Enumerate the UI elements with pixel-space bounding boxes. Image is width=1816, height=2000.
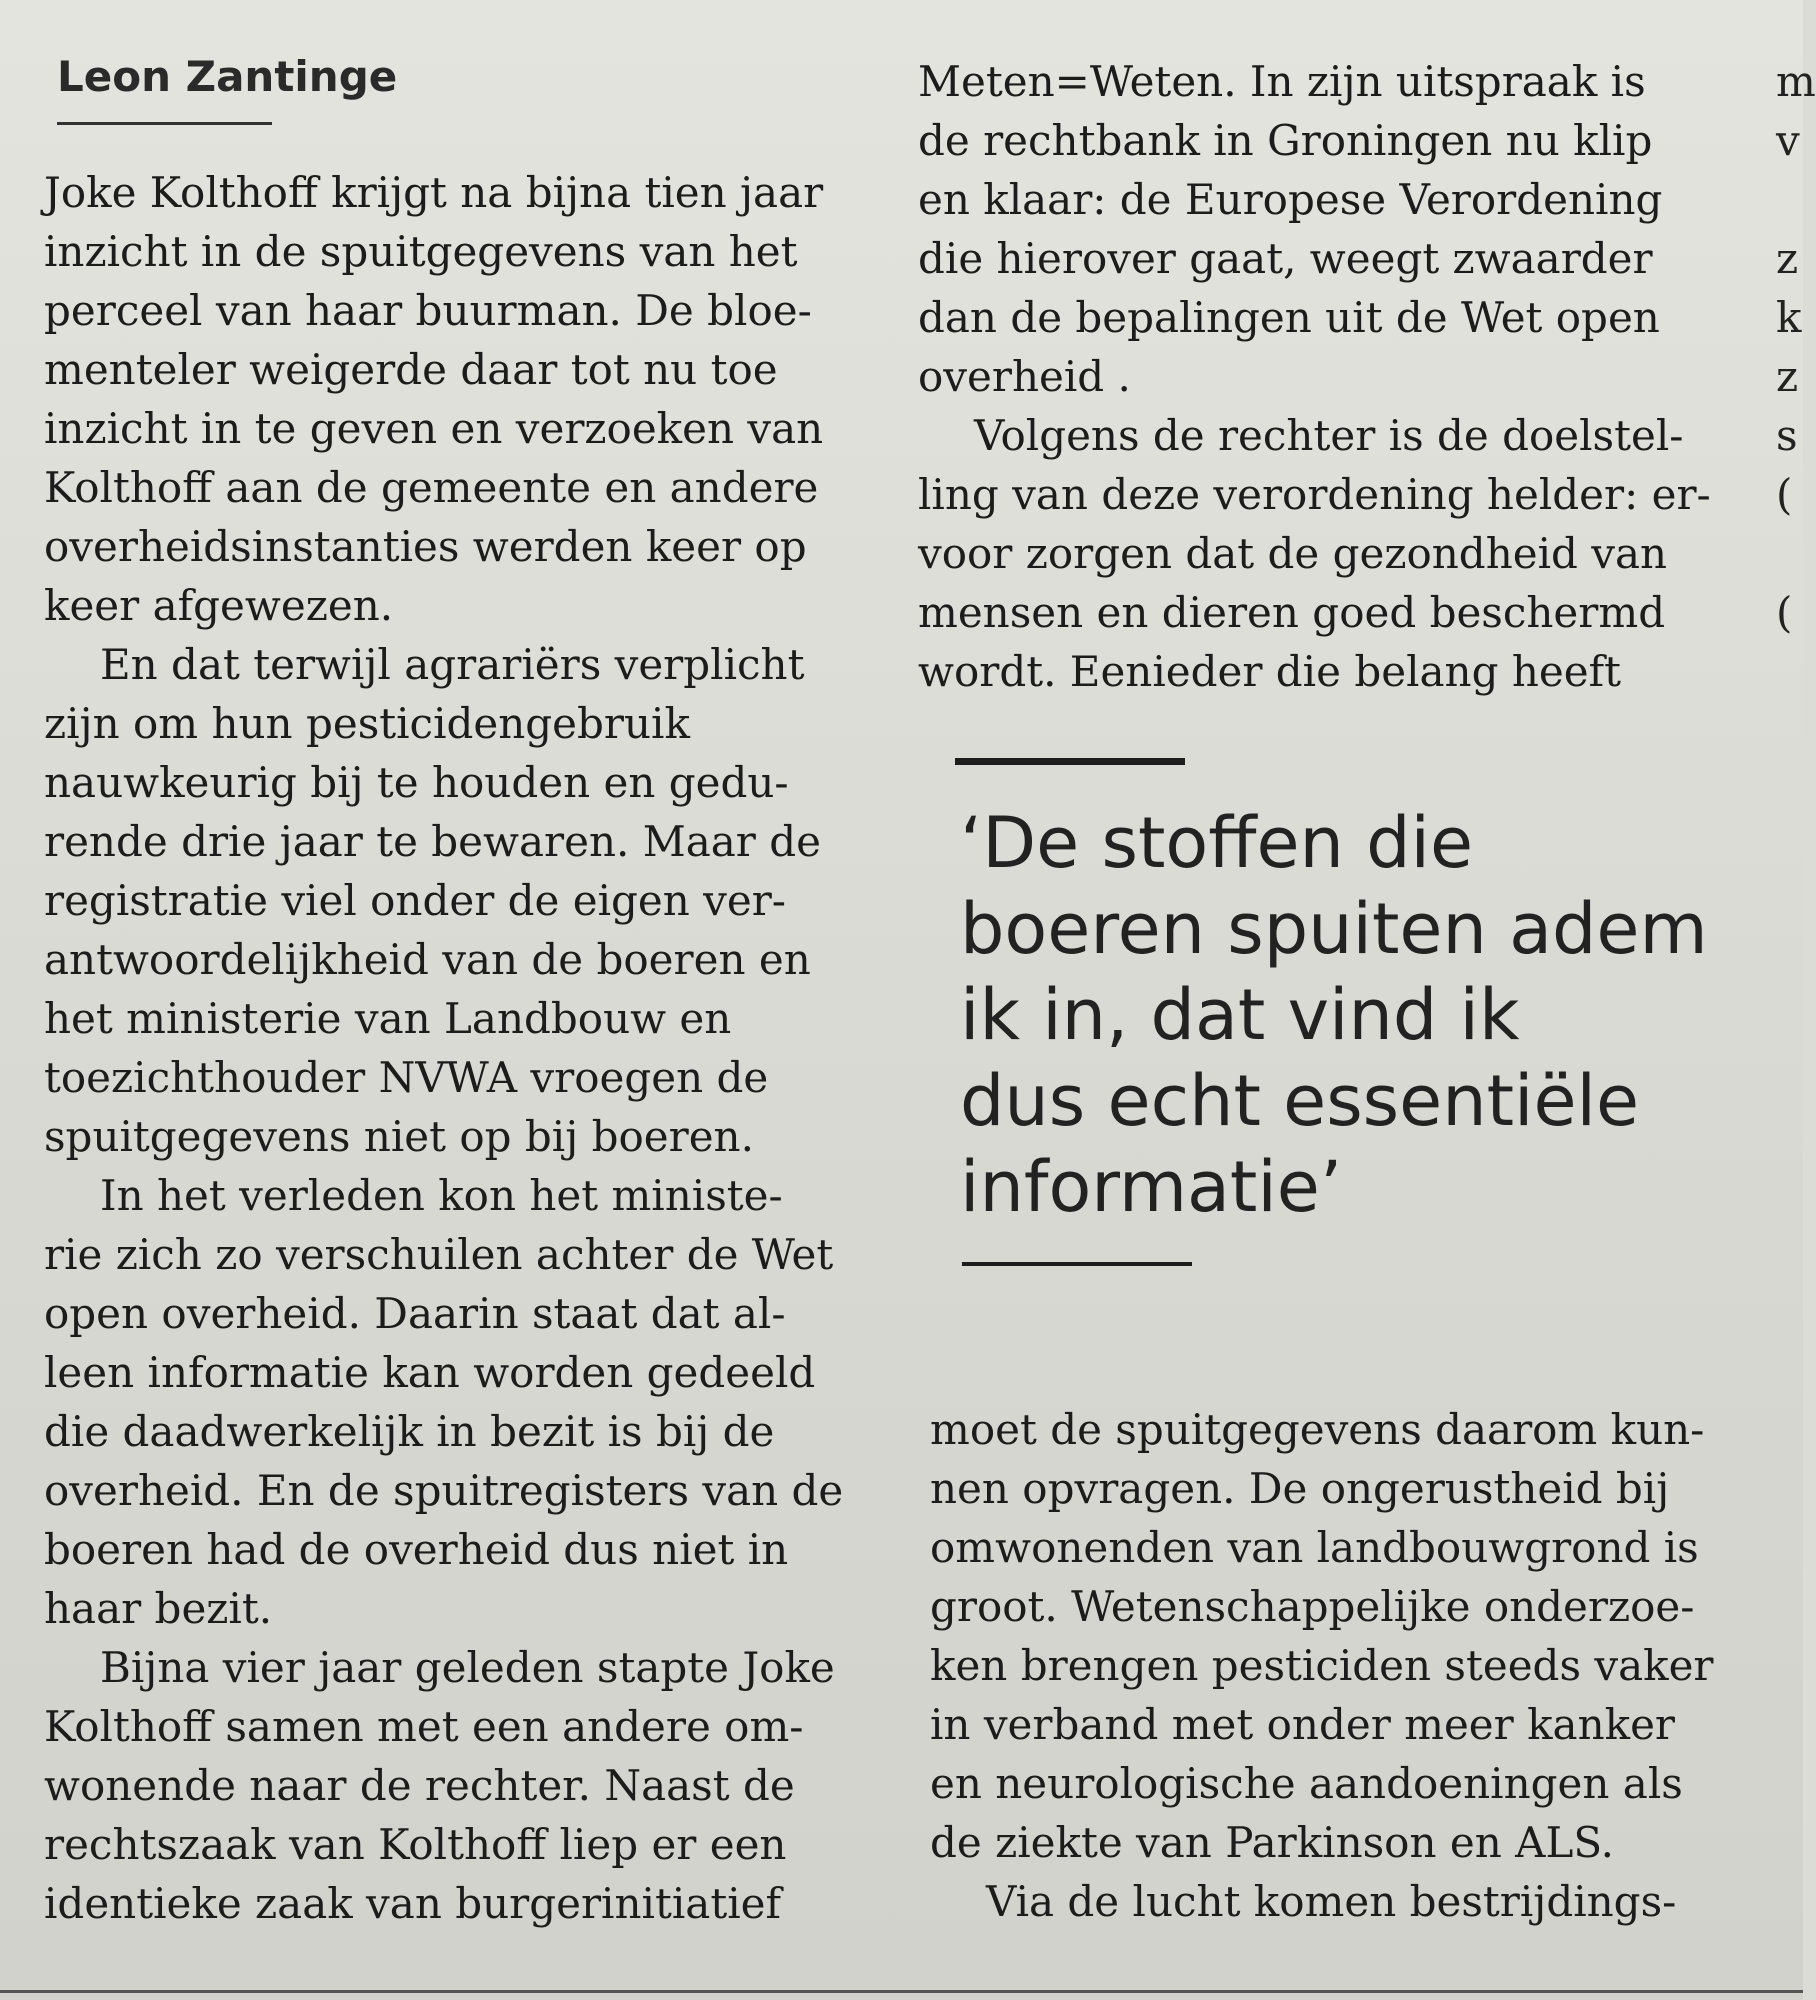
pull-quote-line: ‘De stoffen die bbox=[960, 802, 1474, 884]
text-line: antwoordelijkheid van de boeren en bbox=[44, 935, 811, 984]
text-line: Kolthoff aan de gemeente en andere bbox=[44, 463, 819, 512]
byline: Leon Zantinge bbox=[57, 52, 398, 101]
edge-letter: ( bbox=[1776, 470, 1793, 519]
text-line: overheidsinstanties werden keer op bbox=[44, 522, 807, 571]
text-line: menteler weigerde daar tot nu toe bbox=[44, 345, 778, 394]
article-column-left bbox=[44, 163, 864, 1933]
text-line: perceel van haar buurman. De bloe- bbox=[44, 286, 812, 335]
edge-letter: v bbox=[1776, 116, 1800, 165]
edge-letter: z bbox=[1776, 352, 1799, 401]
text-line: open overheid. Daarin staat dat al- bbox=[44, 1289, 786, 1338]
adjacent-column-fragment bbox=[1776, 52, 1816, 642]
text-line: Joke Kolthoff krijgt na bijna tien jaar bbox=[44, 168, 824, 217]
text-line: overheid . bbox=[918, 352, 1131, 401]
text-line: Via de lucht komen bestrijdings- bbox=[986, 1877, 1677, 1926]
byline-rule bbox=[57, 122, 272, 125]
edge-letter bbox=[1776, 524, 1803, 583]
text-line: wordt. Eenieder die belang heeft bbox=[918, 647, 1622, 696]
text-line: moet de spuitgegevens daarom kun- bbox=[930, 1405, 1705, 1454]
text-line: keer afgewezen. bbox=[44, 581, 394, 630]
text-line: En dat terwijl agrariërs verplicht bbox=[100, 640, 805, 689]
text-line: haar bezit. bbox=[44, 1584, 273, 1633]
bottom-rule bbox=[0, 1990, 1803, 1993]
pull-quote-rule-top bbox=[955, 758, 1185, 765]
text-line: ken brengen pesticiden steeds vaker bbox=[930, 1641, 1714, 1690]
text-line: Volgens de rechter is de doelstel- bbox=[974, 411, 1684, 460]
text-line: inzicht in de spuitgegevens van het bbox=[44, 227, 798, 276]
text-line: groot. Wetenschappelijke onderzoe- bbox=[930, 1582, 1695, 1631]
text-line: in verband met onder meer kanker bbox=[930, 1700, 1676, 1749]
text-line: Kolthoff samen met een andere om- bbox=[44, 1702, 804, 1751]
pull-quote-line: informatie’ bbox=[960, 1146, 1343, 1228]
text-line: dan de bepalingen uit de Wet open bbox=[918, 293, 1660, 342]
text-line: het ministerie van Landbouw en bbox=[44, 994, 732, 1043]
text-line: nauwkeurig bij te houden en gedu- bbox=[44, 758, 789, 807]
text-line: rie zich zo verschuilen achter de Wet bbox=[44, 1230, 834, 1279]
text-line: registratie viel onder de eigen ver- bbox=[44, 876, 786, 925]
pull-quote-line: boeren spuiten adem bbox=[960, 888, 1708, 970]
text-line: identieke zaak van burgerinitiatief bbox=[44, 1879, 782, 1928]
edge-letter: k bbox=[1776, 293, 1802, 342]
text-line: inzicht in te geven en verzoeken van bbox=[44, 404, 824, 453]
edge-letter bbox=[1776, 170, 1803, 229]
text-line: nen opvragen. De ongerustheid bij bbox=[930, 1464, 1670, 1513]
text-line: wonende naar de rechter. Naast de bbox=[44, 1761, 795, 1810]
edge-letter: z bbox=[1776, 234, 1799, 283]
text-line: zijn om hun pesticidengebruik bbox=[44, 699, 690, 748]
text-line: mensen en dieren goed beschermd bbox=[918, 588, 1666, 637]
pull-quote-line: ik in, dat vind ik bbox=[960, 974, 1520, 1056]
text-line: en neurologische aandoeningen als bbox=[930, 1759, 1683, 1808]
pull-quote-line: dus echt essentiële bbox=[960, 1060, 1640, 1142]
edge-letter: m bbox=[1776, 57, 1816, 106]
text-line: rende drie jaar te bewaren. Maar de bbox=[44, 817, 821, 866]
edge-letter: s bbox=[1776, 411, 1798, 460]
text-line: Bijna vier jaar geleden stapte Joke bbox=[100, 1643, 835, 1692]
edge-letter: ( bbox=[1776, 588, 1793, 637]
article-column-right-top bbox=[918, 52, 1768, 701]
text-line: omwonenden van landbouwgrond is bbox=[930, 1523, 1699, 1572]
text-line: ling van deze verordening helder: er- bbox=[918, 470, 1711, 519]
text-line: leen informatie kan worden gedeeld bbox=[44, 1348, 816, 1397]
text-line: overheid. En de spuitregisters van de bbox=[44, 1466, 844, 1515]
text-line: Meten=Weten. In zijn uitspraak is bbox=[918, 57, 1646, 106]
text-line: boeren had de overheid dus niet in bbox=[44, 1525, 789, 1574]
pull-quote-rule-bottom bbox=[962, 1262, 1192, 1266]
text-line: die hierover gaat, weegt zwaarder bbox=[918, 234, 1653, 283]
article-column-right-bottom bbox=[930, 1400, 1780, 1931]
pull-quote bbox=[960, 800, 1760, 1230]
text-line: toezichthouder NVWA vroegen de bbox=[44, 1053, 769, 1102]
text-line: spuitgegevens niet op bij boeren. bbox=[44, 1112, 754, 1161]
text-line: voor zorgen dat de gezondheid van bbox=[918, 529, 1668, 578]
text-line: de rechtbank in Groningen nu klip bbox=[918, 116, 1653, 165]
text-line: en klaar: de Europese Verordening bbox=[918, 175, 1663, 224]
text-line: die daadwerkelijk in bezit is bij de bbox=[44, 1407, 775, 1456]
text-line: In het verleden kon het ministe- bbox=[100, 1171, 783, 1220]
text-line: de ziekte van Parkinson en ALS. bbox=[930, 1818, 1614, 1867]
text-line: rechtszaak van Kolthoff liep er een bbox=[44, 1820, 787, 1869]
